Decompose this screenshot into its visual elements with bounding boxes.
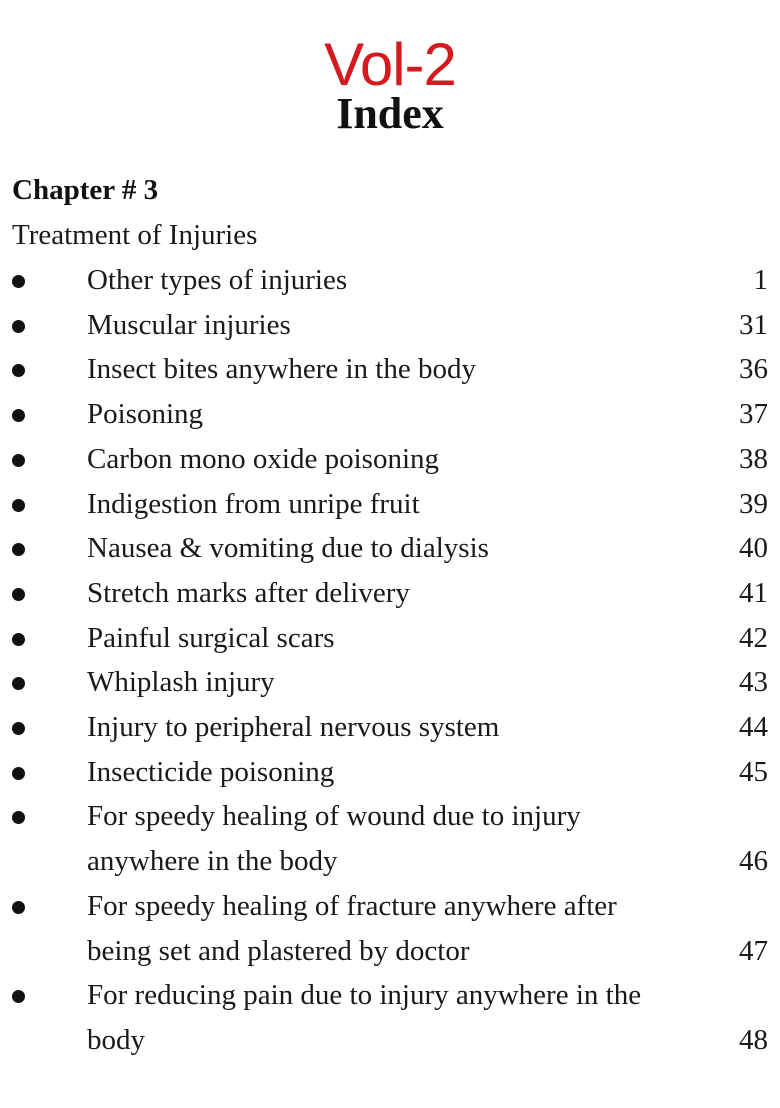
entry-title: Stretch marks after delivery <box>87 576 410 609</box>
entry-title: For speedy healing of fracture anywhere after being set and plastered by doctor <box>87 889 617 967</box>
bullet-icon <box>12 454 25 467</box>
entry-title: Carbon mono oxide poisoning <box>87 442 440 475</box>
entry-page-number: 38 <box>739 442 768 475</box>
index-entry <box>0 482 780 527</box>
bullet-icon <box>12 364 25 377</box>
entry-page-number: 48 <box>739 1023 768 1056</box>
page-title: Index <box>336 89 444 138</box>
bullet-icon <box>12 543 25 556</box>
entry-page-number: 39 <box>739 487 768 520</box>
index-entry <box>0 571 780 616</box>
index-entry <box>0 347 780 392</box>
bullet-icon <box>12 901 25 914</box>
entry-title: For speedy healing of wound due to injury anywhere in the body <box>87 800 581 878</box>
index-entry <box>0 705 780 750</box>
bullet-icon <box>12 811 25 824</box>
entry-title: Injury to peripheral nervous system <box>87 711 500 744</box>
bullet-icon <box>12 409 25 422</box>
index-entry <box>0 616 780 661</box>
bullet-icon <box>12 499 25 512</box>
entry-title: Other types of injuries <box>87 264 348 296</box>
index-entry <box>0 526 780 571</box>
entry-title: Nausea & vomiting due to dialysis <box>87 532 489 565</box>
entry-title: Whiplash injury <box>87 666 275 699</box>
entry-title: For reducing pain due to injury anywhere in the body <box>87 979 642 1056</box>
bullet-icon <box>12 588 25 601</box>
bullet-icon <box>12 677 25 690</box>
entry-page-number: 37 <box>739 398 768 431</box>
bullet-icon <box>12 767 25 780</box>
bullet-icon <box>12 722 25 735</box>
chapter-subtitle: Treatment of Injuries <box>12 219 258 251</box>
index-entry <box>0 660 780 705</box>
entry-title: Muscular injuries <box>87 308 291 341</box>
entry-title: Painful surgical scars <box>87 621 335 654</box>
entry-page-number: 42 <box>739 621 768 654</box>
index-entry <box>0 794 780 883</box>
entry-page-number: 41 <box>739 576 768 609</box>
index-entry <box>0 437 780 482</box>
entry-page-number: 1 <box>753 264 768 296</box>
entry-page-number: 44 <box>739 711 768 744</box>
entry-page-number: 40 <box>739 532 768 565</box>
index-entry <box>0 750 780 795</box>
index-entry <box>0 258 780 303</box>
bullet-icon <box>12 320 25 333</box>
entry-title: Insect bites anywhere in the body <box>87 353 476 386</box>
entry-title: Indigestion from unripe fruit <box>87 487 420 520</box>
index-entry <box>0 973 780 1062</box>
entry-page-number: 46 <box>739 845 768 878</box>
bullet-icon <box>12 633 25 646</box>
chapter-heading: Chapter # 3 <box>12 174 159 206</box>
entry-page-number: 36 <box>739 353 768 386</box>
entry-page-number: 31 <box>739 308 768 341</box>
entry-page-number: 47 <box>739 934 768 967</box>
index-entry <box>0 392 780 437</box>
index-entry <box>0 884 780 973</box>
entry-page-number: 45 <box>739 755 768 788</box>
entry-title: Poisoning <box>87 398 204 431</box>
bullet-icon <box>12 275 25 288</box>
entry-page-number: 43 <box>739 666 768 699</box>
entry-title: Insecticide poisoning <box>87 755 335 788</box>
bullet-icon <box>12 990 25 1003</box>
index-list <box>0 258 780 1063</box>
index-entry <box>0 303 780 348</box>
volume-label: Vol-2 <box>324 31 456 98</box>
